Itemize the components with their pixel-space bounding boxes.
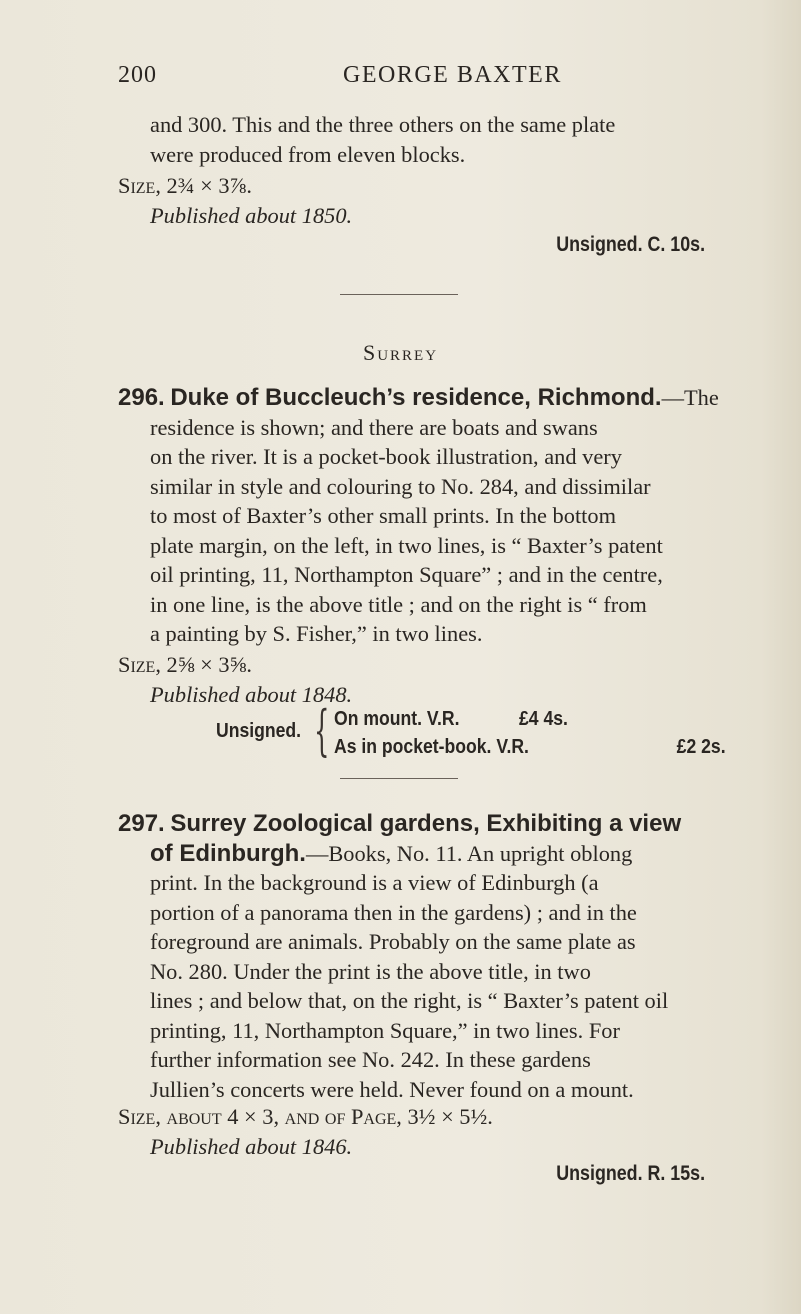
text-line: lines ; and below that, on the right, is “ Baxter’s patent oil bbox=[150, 988, 669, 1013]
text-line: plate margin, on the left, in two lines, is “ Baxter’s patent bbox=[150, 532, 663, 558]
prev-entry-size: Size, 2¾ × 3⅞. bbox=[118, 173, 252, 198]
price-option-value: £4 4s. bbox=[519, 708, 568, 730]
text-line: No. 280. Under the print is the above title, in two bbox=[150, 958, 591, 984]
text-line: residence is shown; and there are boats and swans bbox=[150, 414, 598, 440]
price-option-label: On mount. V.R. bbox=[334, 708, 460, 730]
text-line: to most of Baxter’s other small prints. In the bottom bbox=[150, 503, 617, 528]
text-line: a painting by S. Fisher,” in two lines. bbox=[150, 621, 483, 646]
text-line: portion of a panorama then in the gardens) ; and in the bbox=[150, 899, 637, 925]
entry-296-first-line bbox=[118, 383, 719, 413]
entry-296-prices bbox=[216, 699, 726, 768]
page-header bbox=[118, 62, 708, 92]
entry-number: 296. bbox=[118, 384, 165, 411]
entry-number: 297. bbox=[118, 810, 165, 837]
text-line: on the river. It is a pocket-book illustration, and very bbox=[150, 444, 622, 469]
text-line: foreground are animals. Probably on the same plate as bbox=[150, 929, 636, 954]
running-title: GEORGE BAXTER bbox=[343, 62, 562, 88]
price-option-label: As in pocket-book. V.R. bbox=[334, 736, 529, 758]
entry-297-first-line bbox=[118, 809, 705, 839]
section-divider bbox=[340, 294, 458, 295]
entry-title: Surrey Zoological gardens, Exhibiting a view bbox=[170, 810, 682, 837]
entry-296-size: Size, 2⅝ × 3⅝. bbox=[118, 652, 252, 677]
entry-297-size: Size, about 4 × 3, and of Page, 3½ × 5½. bbox=[118, 1104, 493, 1129]
prev-entry-price: Unsigned. C. 10s. bbox=[556, 233, 705, 256]
text-line: were produced from eleven blocks. bbox=[150, 141, 466, 167]
entry-296-published: Published about 1848. bbox=[150, 682, 353, 707]
text-line: in one line, is the above title ; and on the right is “ from bbox=[150, 591, 647, 617]
entry-297-second-line bbox=[118, 839, 705, 869]
text-line: similar in style and colouring to No. 284, and dissimilar bbox=[150, 473, 651, 499]
text-line: further information see No. 242. In these gardens bbox=[150, 1047, 591, 1072]
brace: { bbox=[314, 699, 330, 762]
entry-297-price: Unsigned. R. 15s. bbox=[556, 1162, 705, 1185]
text-line: print. In the background is a view of Edinburgh (a bbox=[150, 870, 599, 895]
unsigned-label: Unsigned. bbox=[216, 720, 302, 742]
text-fragment: —The bbox=[661, 385, 719, 410]
price-option-value: £2 2s. bbox=[677, 736, 726, 758]
page-number: 200 bbox=[118, 62, 157, 88]
prev-entry-continuation bbox=[150, 110, 705, 169]
text-line: Jullien’s concerts were held. Never found on a mount. bbox=[150, 1076, 634, 1102]
entry-297-body bbox=[118, 868, 705, 1104]
text-line: oil printing, 11, Northampton Square” ; and in the centre, bbox=[150, 562, 663, 587]
entry-296-body bbox=[118, 413, 705, 649]
prev-entry-published: Published about 1850. bbox=[150, 203, 353, 228]
text-line: printing, 11, Northampton Square,” in two lines. For bbox=[150, 1017, 620, 1043]
entry-297-published: Published about 1846. bbox=[150, 1134, 353, 1159]
entry-title-cont: of Edinburgh. bbox=[150, 839, 306, 867]
text-fragment: —Books, No. 11. An upright oblong bbox=[305, 840, 633, 866]
entry-divider bbox=[340, 778, 458, 779]
text-line: and 300. This and the three others on the same plate bbox=[150, 112, 616, 137]
entry-296 bbox=[118, 383, 719, 649]
entry-title: Duke of Buccleuch’s residence, Richmond. bbox=[170, 384, 662, 411]
entry-297 bbox=[118, 809, 705, 1104]
section-heading: Surrey bbox=[362, 340, 439, 365]
